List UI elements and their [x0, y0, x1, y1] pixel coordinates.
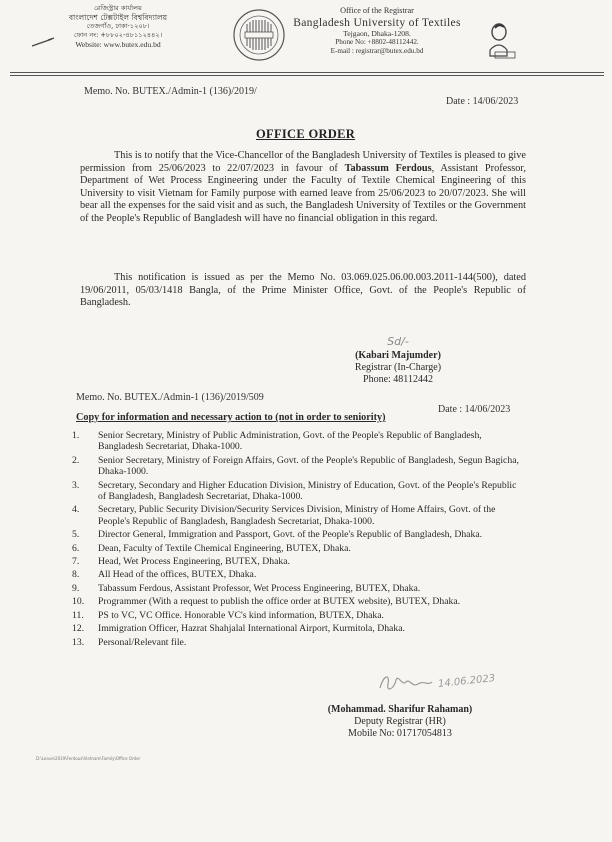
pen-mark-icon — [30, 36, 56, 48]
page-title: OFFICE ORDER — [256, 127, 356, 141]
header-bangla-block — [48, 4, 188, 49]
header-office: Office of the Registrar — [340, 6, 414, 15]
distribution-item — [72, 504, 524, 527]
signatory-name: (Kabari Majumder) — [355, 350, 441, 361]
distribution-item-text: Programmer (With a request to publish the office order at BUTEX website), BUTEX, Dhaka. — [98, 596, 461, 608]
signature-mark: Sd/- — [387, 335, 409, 348]
distribution-item — [72, 610, 524, 621]
distribution-item-text: Secretary, Public Security Division/Security Services Division, Ministry of Home Affairs, Govt. of the People's Republic of Bangladesh, Bangladesh Secretariat, Dhaka-1000. — [98, 504, 496, 527]
signatory-block — [336, 333, 460, 386]
distribution-item-number: 2. — [72, 454, 80, 466]
distribution-item-number: 6. — [72, 542, 80, 554]
header-university: Bangladesh University of Textiles — [293, 16, 461, 29]
header-bangla-line: ফোন নং: +৮৮০২-৪৮১১২৪৪২। — [73, 31, 163, 39]
signature-date: 14.06.2023 — [437, 673, 496, 690]
distribution-item — [72, 543, 524, 554]
memo-number: Memo. No. BUTEX./Admin-1 (136)/2019/ — [84, 86, 257, 97]
distribution-item-number: 3. — [72, 479, 80, 491]
header-bangla-line: রেজিস্ট্রার কার্যালয় — [94, 4, 142, 12]
paragraph-text: This is to notify that the Vice-Chancellor of the Bangladesh University of Textiles is pleased to give permission from 25/06/2023 to 22/07/2023 in favour of — [80, 150, 526, 174]
header-address: Tejgaon, Dhaka-1208. — [343, 29, 411, 38]
header-english-block — [286, 6, 468, 56]
distribution-list — [72, 430, 524, 650]
distribution-item — [72, 569, 524, 580]
header-divider — [10, 75, 604, 76]
distribution-item-text: Dean, Faculty of Textile Chemical Engineering, BUTEX, Dhaka. — [98, 542, 351, 554]
distribution-item — [72, 455, 524, 478]
memo-number-2: Memo. No. BUTEX./Admin-1 (136)/2019/509 — [76, 392, 264, 403]
university-logo-icon — [232, 8, 286, 62]
distribution-item-text: Secretary, Secondary and Higher Education Division, Ministry of Education, Govt. of the People's Republic of Bangladesh, Bangladesh Secretariat, Dhaka-1000. — [98, 479, 517, 503]
distribution-item — [72, 480, 524, 503]
memo-date-2: Date : 14/06/2023 — [438, 404, 511, 415]
signatory-mobile: Mobile No: 01717054813 — [348, 728, 452, 739]
header-bangla-line: বাংলাদেশ টেক্সটাইল বিশ্ববিদ্যালয় — [68, 13, 168, 22]
memo-date: Date : 14/06/2023 — [446, 96, 519, 107]
header-website: Website: www.butex.edu.bd — [75, 40, 161, 49]
employee-name: Tabassum Ferdous — [344, 162, 432, 174]
distribution-item-number: 12. — [72, 623, 85, 635]
copy-heading: Copy for information and necessary action to (not in order to seniority) — [76, 412, 386, 423]
signatory-phone: Phone: 48112442 — [363, 374, 433, 385]
distribution-item-number: 1. — [72, 430, 80, 441]
footer-file-path: D:\Leave\2019\Ferdous\Vietnam\Family\Office Order — [36, 756, 141, 761]
header-bangla-line: তেজগাঁও, ঢাকা-১২০৮। — [86, 22, 150, 30]
distribution-item — [72, 529, 524, 540]
distribution-item-number: 7. — [72, 556, 80, 568]
distribution-item — [72, 583, 524, 594]
distribution-item-number: 5. — [72, 529, 80, 541]
header-phone: Phone No: +8802-48112442. — [335, 38, 419, 46]
distribution-item — [72, 556, 524, 567]
distribution-item-text: Head, Wet Process Engineering, BUTEX, Dhaka. — [98, 556, 290, 568]
signatory-block-2 — [308, 704, 492, 740]
distribution-item-text: Director General, Immigration and Passport, Govt. of the People's Republic of Bangladesh, Dhaka. — [98, 529, 483, 541]
distribution-item-number: 10. — [72, 596, 85, 608]
distribution-item — [72, 596, 524, 607]
order-paragraph — [80, 150, 526, 226]
header-email: E-mail : registrar@butex.edu.bd — [330, 47, 424, 55]
distribution-item-number: 11. — [72, 609, 84, 621]
distribution-item-number: 8. — [72, 569, 80, 581]
distribution-item-text: Senior Secretary, Ministry of Public Administration, Govt. of the People's Republic of Bangladesh, Bangladesh Secretariat, Dhaka-1000. — [98, 430, 482, 453]
distribution-item-text: Tabassum Ferdous, Assistant Professor, Wet Process Engineering, BUTEX, Dhaka. — [98, 582, 421, 594]
distribution-item-text: Immigration Officer, Hazrat Shahjalal International Airport, Kurmitola, Dhaka. — [98, 623, 405, 635]
signatory-title: Deputy Registrar (HR) — [354, 716, 446, 727]
distribution-item-text: All Head of the offices, BUTEX, Dhaka. — [98, 569, 257, 581]
signatory-title: Registrar (In-Charge) — [354, 362, 442, 373]
notification-paragraph: This notification is issued as per the Memo No. 03.069.025.06.00.003.2011-144(500), dated 19/06/2011, 05/03/1418 Bangla, of the Prime Minister Office, Govt. of the People's Republic of Bangladesh. — [80, 272, 526, 309]
signatory-name: (Mohammad. Sharifur Rahaman) — [327, 704, 473, 715]
distribution-item — [72, 430, 524, 453]
distribution-item-number: 13. — [72, 636, 85, 648]
portrait-emblem-icon — [485, 20, 519, 60]
distribution-item-number: 9. — [72, 582, 80, 594]
paragraph-text: , Assistant Professor, Department of Wet Process Engineering under the Faculty of Textile Chemical Engineering of this University to visit Vietnam for Family purpose with earned leave from 25/06/2023 to 20/07/2023. She will bear all the expenses for the said visit and as such, the Bangladesh University of Textiles or the Government of the People's Republic of Bangladesh will have no financial obligation in this regard. — [80, 162, 526, 224]
distribution-item-number: 4. — [72, 504, 80, 516]
distribution-item-text: PS to VC, VC Office. Honorable VC's kind information, BUTEX, Dhaka. — [98, 609, 384, 621]
distribution-item — [72, 637, 524, 648]
distribution-item — [72, 623, 524, 634]
distribution-item-text: Senior Secretary, Ministry of Foreign Affairs, Govt. of the People's Republic of Bangladesh, Segun Bagicha, Dhaka-1000. — [98, 454, 519, 478]
distribution-item-text: Personal/Relevant file. — [98, 636, 187, 648]
signature-scribble-icon — [376, 670, 436, 696]
header-divider — [10, 72, 604, 73]
